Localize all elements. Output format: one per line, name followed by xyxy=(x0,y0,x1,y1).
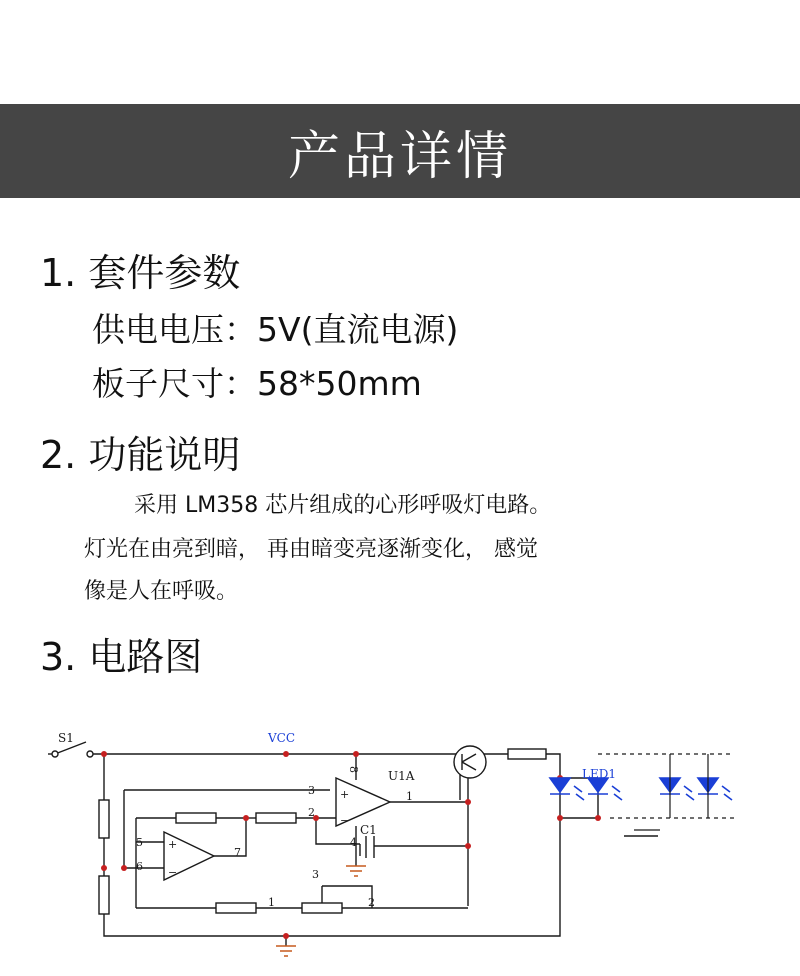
banner-title: 产品详情 xyxy=(287,126,512,187)
function-line-1: 采用 LM358 芯片组成的心形呼吸灯电路。 xyxy=(134,493,552,518)
pin-3: 3 xyxy=(308,784,315,797)
cap-label: C1 xyxy=(360,823,377,837)
supply-voltage-row xyxy=(92,304,458,351)
vcc-label: VCC xyxy=(268,731,296,745)
svg-text:−: − xyxy=(340,814,350,827)
switch-label: S1 xyxy=(58,731,74,745)
supply-voltage-value: 5V(直流电源) xyxy=(257,310,459,349)
section-title-circuit: 3. 电路图 xyxy=(40,635,203,679)
pin-5: 5 xyxy=(136,836,143,849)
pot-pin-1: 1 xyxy=(268,896,275,909)
function-line-3: 像是人在呼吸。 xyxy=(84,579,239,604)
section-title-kit: 1. 套件参数 xyxy=(40,251,241,295)
circuit-schematic xyxy=(0,700,800,976)
pin-4: 4 xyxy=(350,836,357,849)
pot-pin-2: 2 xyxy=(368,896,375,909)
pin-8: 8 xyxy=(347,766,360,773)
board-size-row xyxy=(92,358,422,405)
svg-text:−: − xyxy=(168,866,178,879)
supply-voltage-label: 供电电压： xyxy=(92,310,257,349)
pin-6: 6 xyxy=(136,860,143,873)
function-line-2: 灯光在由亮到暗， 再由暗变亮逐渐变化， 感觉 xyxy=(84,537,538,562)
svg-text:+: + xyxy=(340,788,350,801)
section-title-function: 2. 功能说明 xyxy=(40,433,241,477)
board-size-value: 58*50mm xyxy=(257,364,422,403)
pin-7: 7 xyxy=(234,846,241,859)
pin-2: 2 xyxy=(308,806,315,819)
header-banner xyxy=(0,104,800,198)
pin-1: 1 xyxy=(406,790,413,803)
led-label: LED1 xyxy=(582,767,616,781)
pot-pin-3: 3 xyxy=(312,868,319,881)
svg-text:+: + xyxy=(168,838,178,851)
board-size-label: 板子尺寸： xyxy=(92,364,257,403)
chip-label: U1A xyxy=(388,769,415,783)
